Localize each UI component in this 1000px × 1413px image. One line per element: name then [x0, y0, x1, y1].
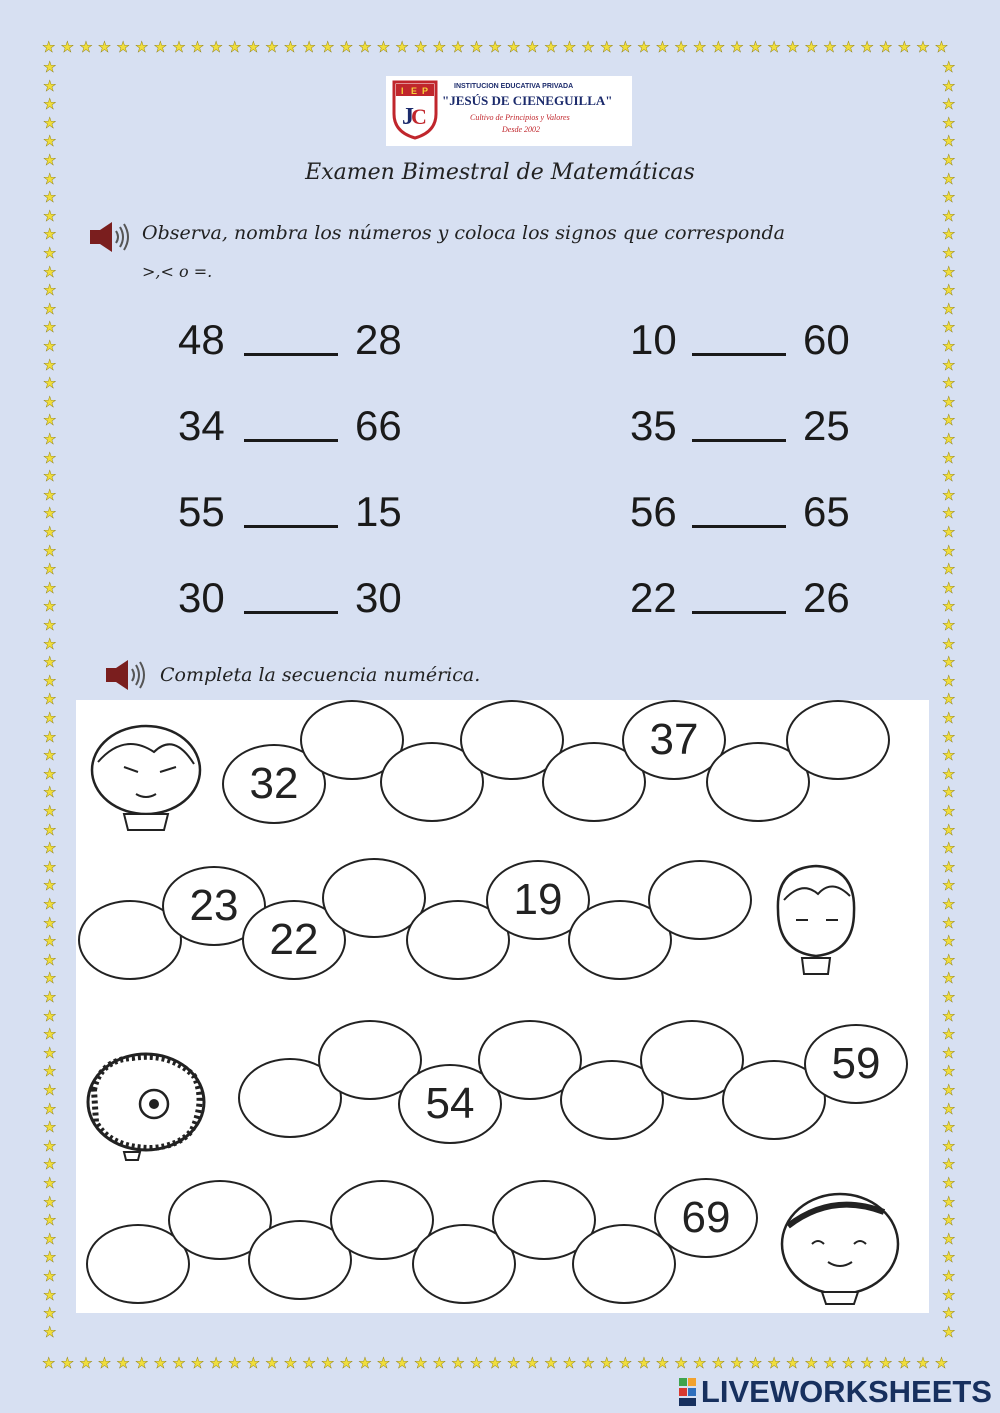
star-icon: ★: [265, 38, 279, 56]
star-icon: ★: [562, 38, 577, 56]
star-icon: ★: [942, 1267, 956, 1285]
star-icon: ★: [43, 727, 57, 746]
star-icon: ★: [942, 709, 956, 727]
star-icon: ★: [488, 38, 502, 56]
star-icon: ★: [339, 38, 354, 56]
star-icon: ★: [942, 58, 956, 76]
star-icon: ★: [43, 913, 57, 932]
star-icon: ★: [43, 95, 57, 114]
star-icon: ★: [942, 764, 956, 783]
svg-text:C: C: [411, 104, 427, 129]
star-icon: ★: [43, 839, 57, 858]
star-icon: ★: [43, 988, 57, 1006]
sequence-number: 37: [649, 715, 699, 764]
star-icon: ★: [711, 38, 726, 56]
answer-blank[interactable]: [692, 353, 786, 356]
star-icon: ★: [97, 38, 112, 56]
sequence-number: 22: [269, 915, 319, 964]
star-icon: ★: [942, 151, 956, 169]
star-icon: ★: [942, 411, 956, 430]
star-icon: ★: [544, 38, 558, 56]
sequence-number: 69: [681, 1193, 731, 1242]
star-icon: ★: [942, 318, 956, 337]
star-icon: ★: [860, 1354, 874, 1372]
star-icon: ★: [942, 95, 956, 114]
star-icon: ★: [209, 38, 223, 56]
star-icon: ★: [43, 1118, 57, 1137]
star-icon: ★: [321, 1354, 335, 1372]
star-icon: ★: [942, 932, 956, 951]
svg-text:E: E: [411, 86, 418, 96]
sequence-number: 59: [831, 1039, 881, 1088]
star-icon: ★: [432, 38, 447, 56]
svg-text:J: J: [402, 104, 414, 130]
star-icon: ★: [942, 225, 956, 244]
star-icon: ★: [43, 764, 57, 783]
star-icon: ★: [942, 1304, 956, 1323]
star-icon: ★: [942, 1211, 956, 1230]
star-icon: ★: [942, 299, 956, 318]
star-icon: ★: [42, 1354, 56, 1372]
star-icon: ★: [942, 1248, 956, 1267]
compare-number-a: 22: [630, 574, 677, 621]
star-icon: ★: [43, 1006, 57, 1025]
star-icon: ★: [302, 1354, 316, 1372]
star-icon: ★: [942, 1006, 956, 1025]
star-icon: ★: [525, 1354, 540, 1372]
sequence-bubble-empty[interactable]: [648, 860, 752, 940]
compare-number-b: 60: [803, 316, 850, 363]
star-icon: ★: [43, 430, 57, 448]
instruction-sequence: Completa la secuencia numérica.: [160, 664, 481, 686]
answer-blank[interactable]: [692, 611, 786, 614]
star-icon: ★: [916, 1354, 930, 1372]
instruction-compare: Observa, nombra los números y coloca los signos que corresponda: [142, 222, 786, 244]
star-icon: ★: [942, 1192, 956, 1211]
star-icon: ★: [934, 38, 949, 56]
star-icon: ★: [395, 1354, 409, 1372]
star-icon: ★: [43, 578, 57, 597]
star-icon: ★: [897, 38, 912, 56]
star-icon: ★: [942, 355, 956, 374]
star-icon: ★: [43, 523, 57, 541]
star-icon: ★: [674, 1354, 688, 1372]
star-icon: ★: [43, 1155, 57, 1174]
star-icon: ★: [228, 38, 242, 56]
star-icon: ★: [43, 1081, 57, 1099]
star-icon: ★: [942, 374, 956, 393]
star-icon: ★: [942, 783, 956, 802]
boy-face-icon: [772, 860, 858, 978]
star-icon: ★: [942, 76, 956, 95]
star-icon: ★: [637, 1354, 651, 1372]
star-icon: ★: [942, 560, 956, 579]
star-icon: ★: [942, 895, 956, 913]
star-icon: ★: [43, 1229, 57, 1248]
star-icon: ★: [414, 1354, 428, 1372]
star-icon: ★: [43, 1322, 57, 1341]
star-icon: ★: [135, 38, 149, 56]
star-icon: ★: [43, 113, 57, 132]
logo-school-name: "JESÚS DE CIENEGUILLA": [442, 93, 613, 108]
star-icon: ★: [942, 169, 956, 188]
star-icon: ★: [265, 1354, 279, 1372]
star-icon: ★: [748, 1354, 763, 1372]
star-icon: ★: [358, 38, 372, 56]
compare-number-b: 66: [355, 402, 402, 449]
star-icon: ★: [860, 38, 874, 56]
star-icon: ★: [942, 1155, 956, 1174]
star-icon: ★: [942, 1081, 956, 1099]
star-icon: ★: [43, 1025, 57, 1044]
star-icon: ★: [43, 169, 57, 188]
liveworksheets-logo-icon: [679, 1378, 697, 1406]
star-icon: ★: [43, 244, 57, 262]
star-icon: ★: [246, 1354, 261, 1372]
star-icon: ★: [43, 634, 57, 653]
star-icon: ★: [43, 58, 57, 76]
star-icon: ★: [43, 690, 57, 709]
star-icon: ★: [942, 244, 956, 262]
star-icon: ★: [116, 38, 130, 56]
star-icon: ★: [942, 113, 956, 132]
star-icon: ★: [43, 281, 57, 300]
star-icon: ★: [43, 467, 57, 486]
star-icon: ★: [43, 969, 57, 988]
svg-text:P: P: [422, 86, 429, 96]
answer-blank[interactable]: [244, 439, 338, 442]
star-icon: ★: [153, 1354, 168, 1372]
star-icon: ★: [43, 709, 57, 727]
star-icon: ★: [43, 895, 57, 913]
star-icon: ★: [693, 38, 707, 56]
star-icon: ★: [43, 188, 57, 207]
star-icon: ★: [42, 38, 56, 56]
star-icon: ★: [942, 1099, 956, 1118]
star-icon: ★: [43, 597, 57, 616]
star-icon: ★: [823, 38, 837, 56]
compare-number-b: 28: [355, 316, 402, 363]
svg-text:I: I: [401, 86, 404, 96]
star-icon: ★: [43, 1099, 57, 1118]
sequence-bubble-empty[interactable]: [786, 700, 890, 780]
star-icon: ★: [916, 38, 930, 56]
star-icon: ★: [942, 1322, 956, 1341]
star-icon: ★: [43, 1174, 57, 1192]
girl-face-icon: [84, 722, 214, 832]
star-icon: ★: [376, 38, 391, 56]
star-icon: ★: [618, 38, 633, 56]
star-icon: ★: [942, 1136, 956, 1155]
star-icon: ★: [942, 523, 956, 541]
curly-hair-girl-icon: [80, 1050, 236, 1162]
star-icon: ★: [43, 857, 57, 876]
star-icon: ★: [693, 1354, 707, 1372]
star-icon: ★: [544, 1354, 558, 1372]
star-icon: ★: [283, 38, 298, 56]
star-icon: ★: [786, 1354, 800, 1372]
star-icon: ★: [43, 1248, 57, 1267]
compare-number-b: 15: [355, 488, 402, 535]
star-icon: ★: [942, 392, 956, 411]
star-icon: ★: [43, 653, 57, 672]
star-icon: ★: [942, 188, 956, 207]
sequence-number: 23: [189, 881, 239, 930]
star-icon: ★: [804, 38, 819, 56]
star-icon: ★: [43, 485, 57, 504]
star-icon: ★: [339, 1354, 354, 1372]
star-icon: ★: [60, 38, 75, 56]
star-icon: ★: [711, 1354, 726, 1372]
star-icon: ★: [581, 38, 595, 56]
star-icon: ★: [43, 1211, 57, 1230]
star-icon: ★: [942, 597, 956, 616]
star-icon: ★: [43, 932, 57, 951]
star-icon: ★: [43, 802, 57, 820]
star-icon: ★: [488, 1354, 502, 1372]
star-icon: ★: [43, 950, 57, 969]
star-icon: ★: [600, 38, 614, 56]
star-icon: ★: [451, 38, 465, 56]
compare-number-a: 35: [630, 402, 677, 449]
star-icon: ★: [43, 355, 57, 374]
star-icon: ★: [97, 1354, 112, 1372]
star-icon: ★: [43, 299, 57, 318]
star-icon: ★: [43, 318, 57, 337]
star-icon: ★: [507, 1354, 521, 1372]
star-icon: ★: [942, 876, 956, 895]
star-icon: ★: [879, 38, 893, 56]
star-icon: ★: [942, 1062, 956, 1081]
star-icon: ★: [469, 1354, 484, 1372]
answer-blank[interactable]: [244, 353, 338, 356]
star-icon: ★: [942, 206, 956, 225]
star-icon: ★: [43, 132, 57, 151]
star-icon: ★: [507, 38, 521, 56]
brand-text: LIVEWORKSHEETS: [700, 1374, 992, 1409]
sequence-number: 19: [513, 875, 563, 924]
star-icon: ★: [43, 1062, 57, 1081]
star-icon: ★: [209, 1354, 223, 1372]
answer-blank[interactable]: [244, 525, 338, 528]
star-icon: ★: [942, 913, 956, 932]
star-icon: ★: [79, 38, 93, 56]
star-icon: ★: [376, 1354, 391, 1372]
star-icon: ★: [823, 1354, 837, 1372]
star-icon: ★: [43, 374, 57, 393]
star-icon: ★: [43, 225, 57, 244]
star-icon: ★: [942, 504, 956, 523]
star-icon: ★: [43, 76, 57, 95]
answer-blank[interactable]: [692, 525, 786, 528]
star-icon: ★: [172, 1354, 186, 1372]
compare-number-a: 48: [178, 316, 225, 363]
school-crest-icon: [392, 80, 438, 140]
star-icon: ★: [79, 1354, 93, 1372]
star-icon: ★: [942, 448, 956, 467]
star-icon: ★: [358, 1354, 372, 1372]
star-icon: ★: [228, 1354, 242, 1372]
star-icon: ★: [153, 38, 168, 56]
star-icon: ★: [786, 38, 800, 56]
sequence-number: [650, 862, 750, 938]
compare-number-a: 56: [630, 488, 677, 535]
star-icon: ★: [942, 262, 956, 281]
star-icon: ★: [43, 411, 57, 430]
star-icon: ★: [841, 1354, 856, 1372]
star-icon: ★: [43, 504, 57, 523]
star-icon: ★: [934, 1354, 949, 1372]
star-icon: ★: [942, 988, 956, 1006]
star-icon: ★: [43, 262, 57, 281]
star-icon: ★: [841, 38, 856, 56]
star-icon: ★: [897, 1354, 912, 1372]
star-icon: ★: [730, 1354, 744, 1372]
star-icon: ★: [942, 746, 956, 765]
star-icon: ★: [43, 448, 57, 467]
star-icon: ★: [525, 38, 540, 56]
star-icon: ★: [942, 634, 956, 653]
star-icon: ★: [283, 1354, 298, 1372]
star-icon: ★: [43, 1285, 57, 1304]
star-icon: ★: [43, 746, 57, 765]
star-icon: ★: [43, 671, 57, 690]
star-icon: ★: [581, 1354, 595, 1372]
compare-number-b: 25: [803, 402, 850, 449]
instruction-signs: >,< o =.: [142, 262, 213, 281]
star-icon: ★: [942, 950, 956, 969]
star-icon: ★: [618, 1354, 633, 1372]
star-icon: ★: [190, 1354, 205, 1372]
compare-number-b: 65: [803, 488, 850, 535]
star-icon: ★: [879, 1354, 893, 1372]
star-icon: ★: [942, 430, 956, 448]
star-icon: ★: [730, 38, 744, 56]
speaker-icon[interactable]: [88, 220, 132, 254]
star-icon: ★: [600, 1354, 614, 1372]
star-icon: ★: [942, 485, 956, 504]
star-icon: ★: [451, 1354, 465, 1372]
star-icon: ★: [43, 1267, 57, 1285]
sequence-number: 32: [249, 759, 299, 808]
star-icon: ★: [43, 151, 57, 169]
star-icon: ★: [190, 38, 205, 56]
logo-motto: Cultivo de Principios y Valores: [470, 113, 570, 122]
smiling-child-icon: [772, 1186, 918, 1306]
star-icon: ★: [942, 857, 956, 876]
star-icon: ★: [942, 727, 956, 746]
star-icon: ★: [942, 541, 956, 560]
star-icon: ★: [321, 38, 335, 56]
star-icon: ★: [43, 1192, 57, 1211]
page-title: Examen Bimestral de Matemáticas: [305, 160, 695, 185]
compare-number-b: 30: [355, 574, 402, 621]
star-icon: ★: [246, 38, 261, 56]
star-icon: ★: [43, 206, 57, 225]
compare-number-a: 30: [178, 574, 225, 621]
star-icon: ★: [116, 1354, 130, 1372]
star-icon: ★: [942, 281, 956, 300]
logo-since: Desde 2002: [502, 125, 540, 134]
liveworksheets-brand[interactable]: [679, 1374, 992, 1410]
star-icon: ★: [469, 38, 484, 56]
sequence-bubble-filled: [804, 1024, 908, 1104]
star-icon: ★: [942, 671, 956, 690]
star-icon: ★: [43, 560, 57, 579]
star-icon: ★: [43, 783, 57, 802]
sequence-number: 54: [425, 1079, 475, 1128]
answer-blank[interactable]: [244, 611, 338, 614]
answer-blank[interactable]: [692, 439, 786, 442]
star-icon: ★: [43, 820, 57, 839]
compare-number-b: 26: [803, 574, 850, 621]
star-icon: ★: [942, 1229, 956, 1248]
star-icon: ★: [395, 38, 409, 56]
star-icon: ★: [942, 132, 956, 151]
star-icon: ★: [942, 653, 956, 672]
star-icon: ★: [942, 337, 956, 355]
star-icon: ★: [60, 1354, 75, 1372]
school-logo: [386, 76, 632, 146]
star-icon: ★: [942, 802, 956, 820]
compare-number-a: 34: [178, 402, 225, 449]
star-icon: ★: [43, 1304, 57, 1323]
star-icon: ★: [942, 467, 956, 486]
star-icon: ★: [655, 38, 670, 56]
star-icon: ★: [43, 392, 57, 411]
star-icon: ★: [942, 1118, 956, 1137]
star-icon: ★: [43, 876, 57, 895]
star-icon: ★: [414, 38, 428, 56]
star-icon: ★: [942, 1174, 956, 1192]
star-icon: ★: [43, 616, 57, 634]
star-icon: ★: [942, 1025, 956, 1044]
logo-institution-label: INSTITUCION EDUCATIVA PRIVADA: [454, 83, 574, 90]
star-icon: ★: [43, 1136, 57, 1155]
star-icon: ★: [43, 541, 57, 560]
star-icon: ★: [43, 1043, 57, 1062]
star-icon: ★: [637, 38, 651, 56]
star-icon: ★: [942, 969, 956, 988]
star-icon: ★: [135, 1354, 149, 1372]
star-icon: ★: [562, 1354, 577, 1372]
star-icon: ★: [432, 1354, 447, 1372]
star-icon: ★: [942, 1285, 956, 1304]
star-icon: ★: [767, 1354, 781, 1372]
speaker-icon[interactable]: [104, 658, 148, 692]
star-icon: ★: [942, 820, 956, 839]
sequence-bubble-filled: [654, 1178, 758, 1258]
sequence-number: [788, 702, 888, 778]
star-icon: ★: [942, 578, 956, 597]
star-icon: ★: [767, 38, 781, 56]
compare-number-a: 10: [630, 316, 677, 363]
star-icon: ★: [43, 337, 57, 355]
star-icon: ★: [804, 1354, 819, 1372]
star-icon: ★: [302, 38, 316, 56]
star-icon: ★: [942, 1043, 956, 1062]
star-icon: ★: [942, 616, 956, 634]
star-icon: ★: [172, 38, 186, 56]
star-icon: ★: [655, 1354, 670, 1372]
star-icon: ★: [942, 690, 956, 709]
star-icon: ★: [942, 839, 956, 858]
compare-number-a: 55: [178, 488, 225, 535]
star-icon: ★: [748, 38, 763, 56]
star-icon: ★: [674, 38, 688, 56]
